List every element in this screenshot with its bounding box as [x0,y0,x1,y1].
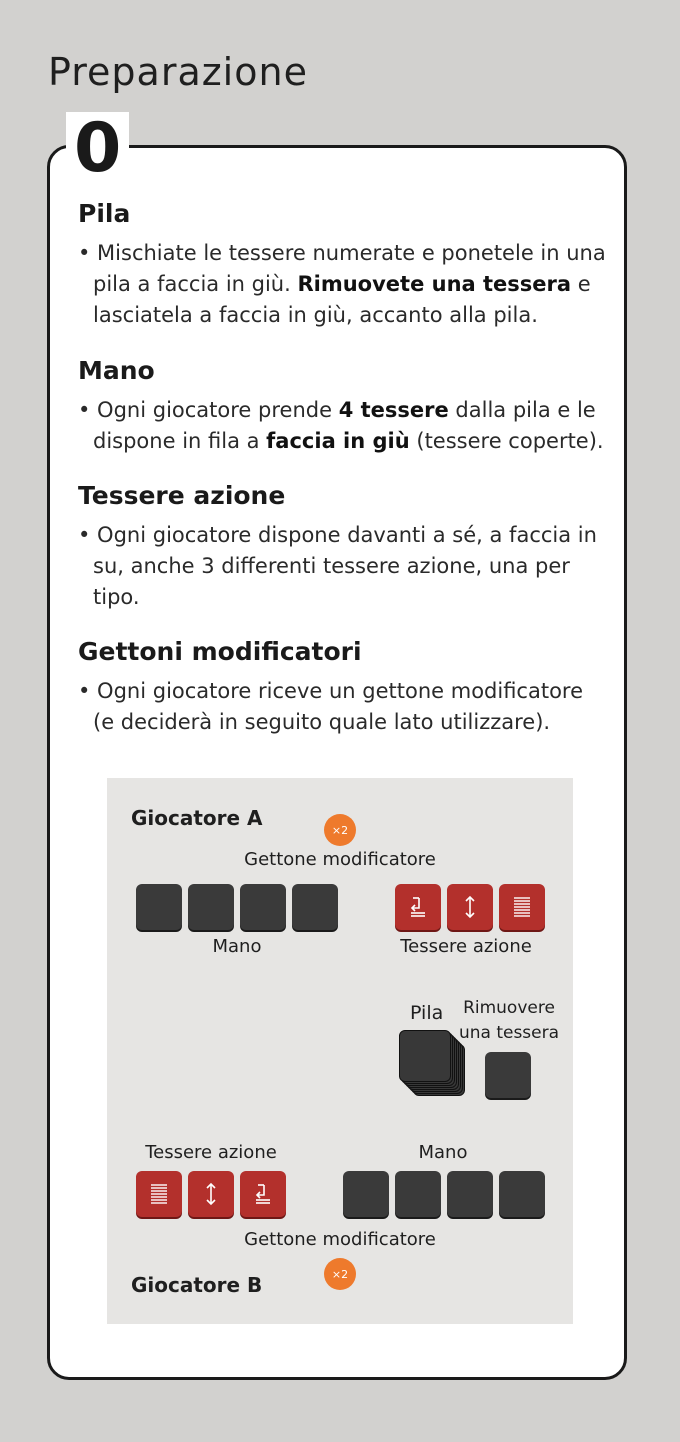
section-bullet [78,395,608,457]
updown-arrow-icon [198,1181,224,1207]
bullet-text: (tessere coperte). [409,429,604,453]
section-tessere-azione [78,480,608,613]
bullet-emphasis: 4 tessere [338,398,449,422]
modifier-token-b: ×2 [324,1258,356,1290]
section-bullet [78,238,608,331]
action-label-b: Tessere azione [145,1142,277,1163]
removed-label-line1: Rimuovere [463,998,555,1018]
section-title: Tessere azione [78,481,286,510]
removed-tile [485,1052,531,1098]
section-mano [78,355,608,457]
step-number: 0 [66,112,129,186]
hand-tile-b [499,1171,545,1217]
action-label-a: Tessere azione [400,936,532,957]
action-tile-a [447,884,493,930]
player-b-label: Giocatore B [131,1273,263,1297]
bullet-text: • Ogni giocatore dispone davanti a sé, a faccia in su, anche 3 differenti tessere azione, una per tipo. [78,523,597,609]
setup-diagram [107,778,573,1324]
removed-label-line2: una tessera [458,1023,560,1043]
swap-left-icon [405,894,431,920]
bullet-emphasis: Rimuovete una tessera [297,272,572,296]
stripes-icon [146,1181,172,1207]
section-gettoni [78,636,608,738]
hand-tile-a [136,884,182,930]
action-tile-a [395,884,441,930]
action-tile-b [188,1171,234,1217]
modifier-label-a: Gettone modificatore [244,849,436,870]
section-title: Pila [78,199,131,228]
hand-tile-b [343,1171,389,1217]
page-title: Preparazione [48,50,308,94]
action-tile-b [136,1171,182,1217]
bullet-text: • Ogni giocatore riceve un gettone modificatore (e deciderà in seguito quale lato utilizzare). [78,679,584,734]
pile-label: Pila [410,1002,444,1024]
stripes-icon [509,894,535,920]
section-pila [78,198,608,331]
section-title: Gettoni modificatori [78,637,362,666]
hand-tile-b [395,1171,441,1217]
hand-label-a: Mano [212,936,262,957]
bullet-text: dalla pila e le dispone in fila a [93,398,596,453]
modifier-token-a: ×2 [324,814,356,846]
action-tile-a [499,884,545,930]
hand-tile-a [292,884,338,930]
hand-label-b: Mano [418,1142,468,1163]
bullet-emphasis: faccia in giù [266,429,410,453]
bullet-text: e lasciatela a faccia in giù, accanto alla pila. [93,272,591,327]
removed-label [457,996,561,1046]
swap-left-icon [250,1181,276,1207]
section-title: Mano [78,356,155,385]
section-bullet [78,676,608,738]
player-a-label: Giocatore A [131,806,263,830]
bullet-text: • Ogni giocatore prende [78,398,339,422]
hand-tile-a [188,884,234,930]
action-tile-b [240,1171,286,1217]
modifier-label-b: Gettone modificatore [244,1229,436,1250]
hand-tile-b [447,1171,493,1217]
bullet-text: • Mischiate le tessere numerate e ponetele in una pila a faccia in giù. [78,241,606,296]
pile-tile [399,1030,451,1082]
hand-tile-a [240,884,286,930]
updown-arrow-icon [457,894,483,920]
section-bullet [78,520,608,613]
